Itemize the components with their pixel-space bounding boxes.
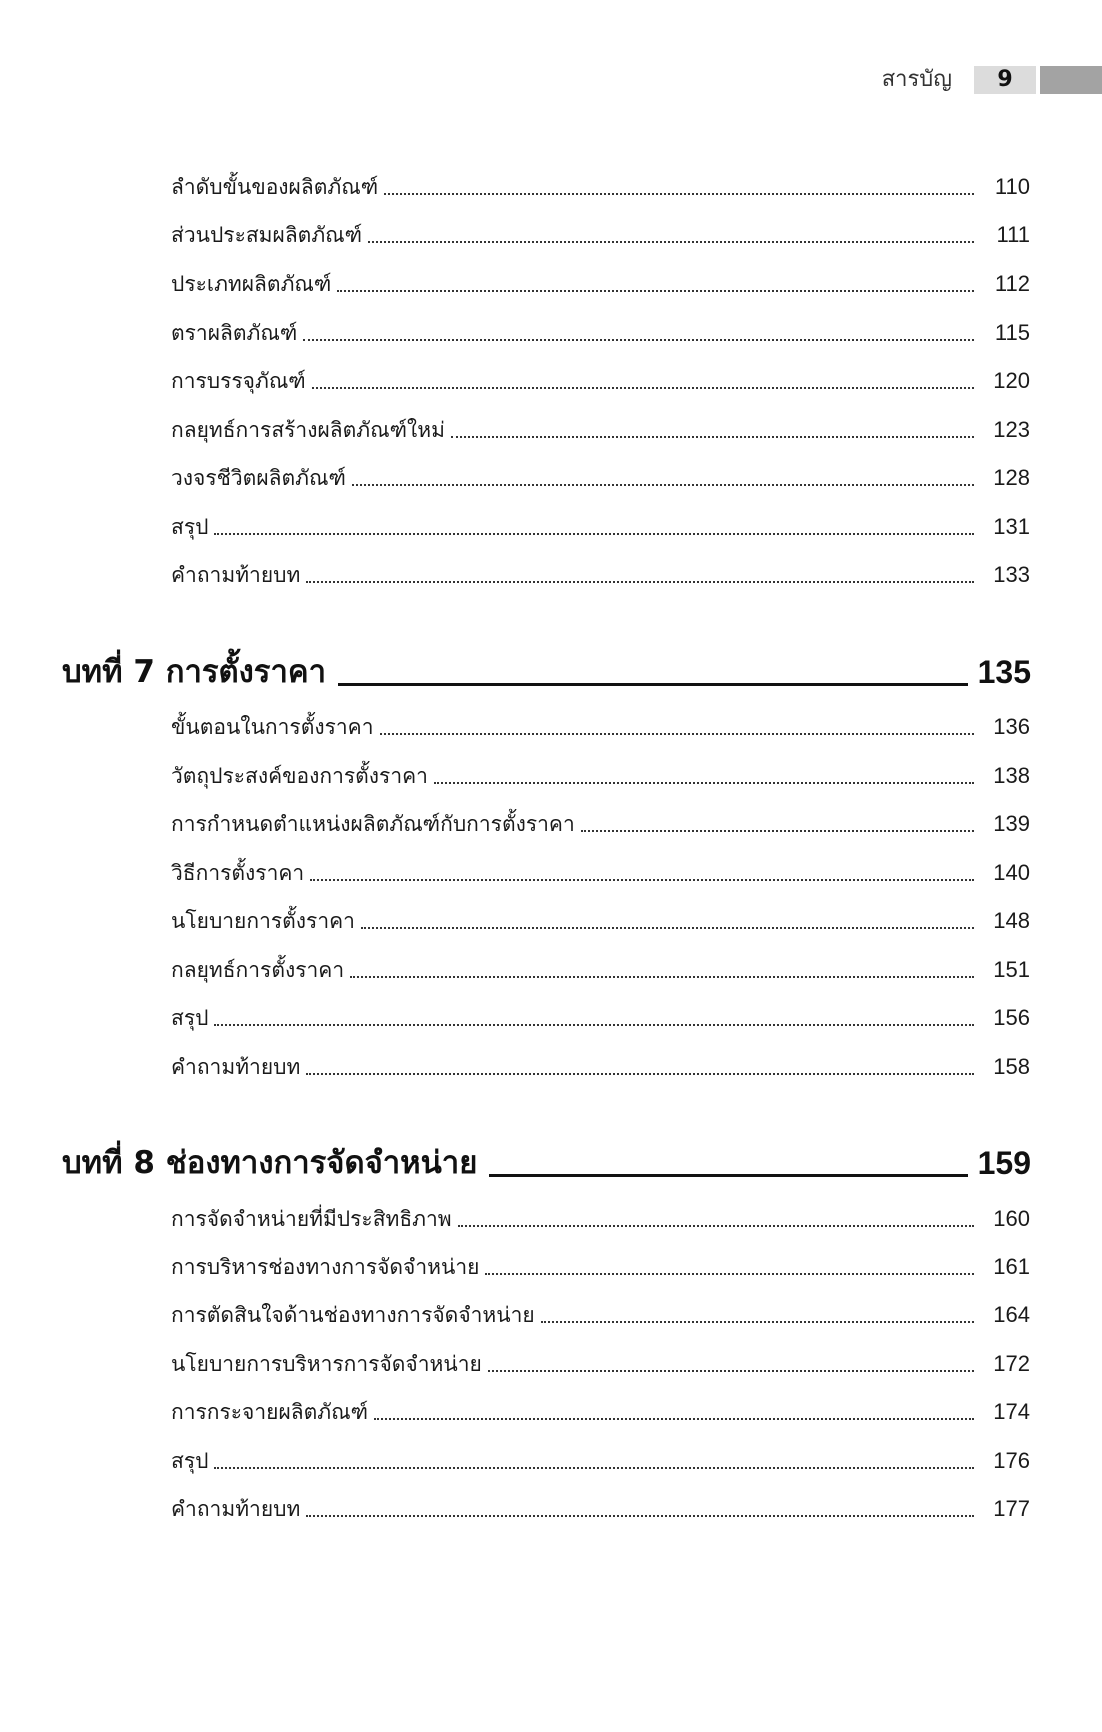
toc-entry[interactable] [171,1391,1030,1427]
toc-entry-label: วิธีการตั้งราคา [171,861,305,885]
chapter-title: บทที่ 8 ช่องทางการจัดจำหน่าย [62,1145,478,1181]
dot-leader [451,436,974,438]
toc-entry[interactable] [171,1294,1030,1330]
toc-entry-page: 151 [993,957,1030,982]
toc-entry-page: 123 [993,417,1030,442]
toc-entry-page: 161 [993,1254,1030,1279]
dot-leader [458,1225,974,1227]
chapter-page: 159 [977,1145,1031,1181]
toc-entry-label: การกระจายผลิตภัณฑ์ [171,1400,369,1424]
dot-leader [368,241,974,243]
toc-entry-label: กลยุทธ์การสร้างผลิตภัณฑ์ใหม่ [171,418,445,442]
chapter-title: บทที่ 7 การตั้งราคา [62,654,326,690]
toc-entry[interactable] [171,755,1030,791]
page-header [0,64,1102,96]
toc-entry-label: วงจรชีวิตผลิตภัณฑ์ [171,466,346,490]
toc-entry[interactable] [171,166,1030,202]
toc-entry[interactable] [171,1343,1030,1379]
dot-leader [488,1370,974,1372]
toc-entry-page: 133 [993,562,1030,587]
dot-leader [214,1467,974,1469]
toc-entry-page: 120 [993,368,1030,393]
chapter-page: 135 [977,654,1031,690]
toc-entry-label: การบริหารช่องทางการจัดจำหน่าย [171,1255,480,1279]
dot-leader [312,387,974,389]
toc-entry-page: 176 [993,1448,1030,1473]
toc-entry-page: 158 [993,1054,1030,1079]
toc-entry-label: คำถามท้ายบท [171,1497,301,1521]
toc-entry-label: ลำดับขั้นของผลิตภัณฑ์ [171,175,379,199]
toc-entry[interactable] [171,360,1030,396]
toc-entry-page: 110 [994,174,1030,199]
toc-entry-label: นโยบายการตั้งราคา [171,909,355,933]
dot-leader [485,1273,974,1275]
toc-entry-label: นโยบายการบริหารการจัดจำหน่าย [171,1352,482,1376]
toc-entry[interactable] [171,949,1030,985]
running-header-title: สารบัญ [881,67,952,92]
toc-entry-page: 115 [994,320,1030,345]
toc-entry-label: วัตถุประสงค์ของการตั้งราคา [171,764,428,788]
toc-entry[interactable] [171,997,1030,1033]
dot-leader [352,484,974,486]
dot-leader [350,976,974,978]
toc-entry-page: 111 [996,222,1030,247]
dot-leader [361,927,974,929]
toc-entry-page: 164 [993,1302,1030,1327]
dot-leader [541,1321,974,1323]
toc-entry-label: คำถามท้ายบท [171,563,301,587]
toc-entry-label: การกำหนดตำแหน่งผลิตภัณฑ์กับการตั้งราคา [171,812,575,836]
dot-leader [380,733,974,735]
toc-entry[interactable] [171,1440,1030,1476]
toc-entry-label: ส่วนประสมผลิตภัณฑ์ [171,223,363,247]
dot-leader [306,1515,974,1517]
toc-entry[interactable] [171,506,1030,542]
chapter-heading[interactable] [62,646,1031,692]
toc-entry[interactable] [171,1246,1030,1282]
toc-entry-page: 131 [993,514,1030,539]
toc-entry-label: ขั้นตอนในการตั้งราคา [171,715,374,739]
toc-entry[interactable] [171,1198,1030,1234]
toc-entry[interactable] [171,312,1030,348]
toc-entry-label: การตัดสินใจด้านช่องทางการจัดจำหน่าย [171,1303,535,1327]
toc-entry[interactable] [171,409,1030,445]
toc-entry-page: 138 [993,763,1030,788]
dot-leader [581,830,974,832]
dot-leader [306,581,974,583]
toc-entry[interactable] [171,457,1030,493]
toc-entry[interactable] [171,900,1030,936]
toc-entry[interactable] [171,706,1030,742]
toc-entry-page: 156 [993,1005,1030,1030]
toc-entry-page: 128 [993,465,1030,490]
toc-entry[interactable] [171,1046,1030,1082]
dot-leader [384,193,974,195]
toc-entry-page: 174 [993,1399,1030,1424]
toc-entry-label: ประเภทผลิตภัณฑ์ [171,272,332,296]
dot-leader [306,1073,974,1075]
dot-leader [214,533,974,535]
toc-entry-label: กลยุทธ์การตั้งราคา [171,958,345,982]
toc-entry-label: สรุป [171,1006,209,1030]
chapter-heading[interactable] [62,1137,1031,1183]
dot-leader [337,290,974,292]
dot-leader [214,1024,974,1026]
toc-entry[interactable] [171,214,1030,250]
toc-entry-label: การบรรจุภัณฑ์ [171,369,306,393]
toc-entry-page: 177 [993,1496,1030,1521]
toc-entry-label: การจัดจำหน่ายที่มีประสิทธิภาพ [171,1207,452,1231]
toc-entry-page: 148 [993,908,1030,933]
toc-entry[interactable] [171,554,1030,590]
toc-entry-page: 172 [993,1351,1030,1376]
toc-entry-page: 139 [993,811,1030,836]
toc-entry-page: 112 [994,271,1030,296]
toc-entry[interactable] [171,852,1030,888]
toc-entry-page: 160 [993,1206,1030,1231]
chapter-rule [489,1174,967,1177]
toc-entry-label: ตราผลิตภัณฑ์ [171,321,298,345]
dot-leader [303,339,974,341]
dot-leader [434,782,974,784]
toc-entry-label: สรุป [171,1449,209,1473]
toc-entry[interactable] [171,263,1030,299]
header-tab-bar [1040,66,1102,94]
page-number: 9 [974,66,1036,94]
dot-leader [310,879,974,881]
toc-entry-label: คำถามท้ายบท [171,1055,301,1079]
toc-entry-label: สรุป [171,515,209,539]
chapter-rule [338,683,968,686]
toc-entry[interactable] [171,1488,1030,1524]
toc-entry-page: 136 [993,714,1030,739]
toc-entry[interactable] [171,803,1030,839]
dot-leader [374,1418,974,1420]
toc-entry-page: 140 [993,860,1030,885]
